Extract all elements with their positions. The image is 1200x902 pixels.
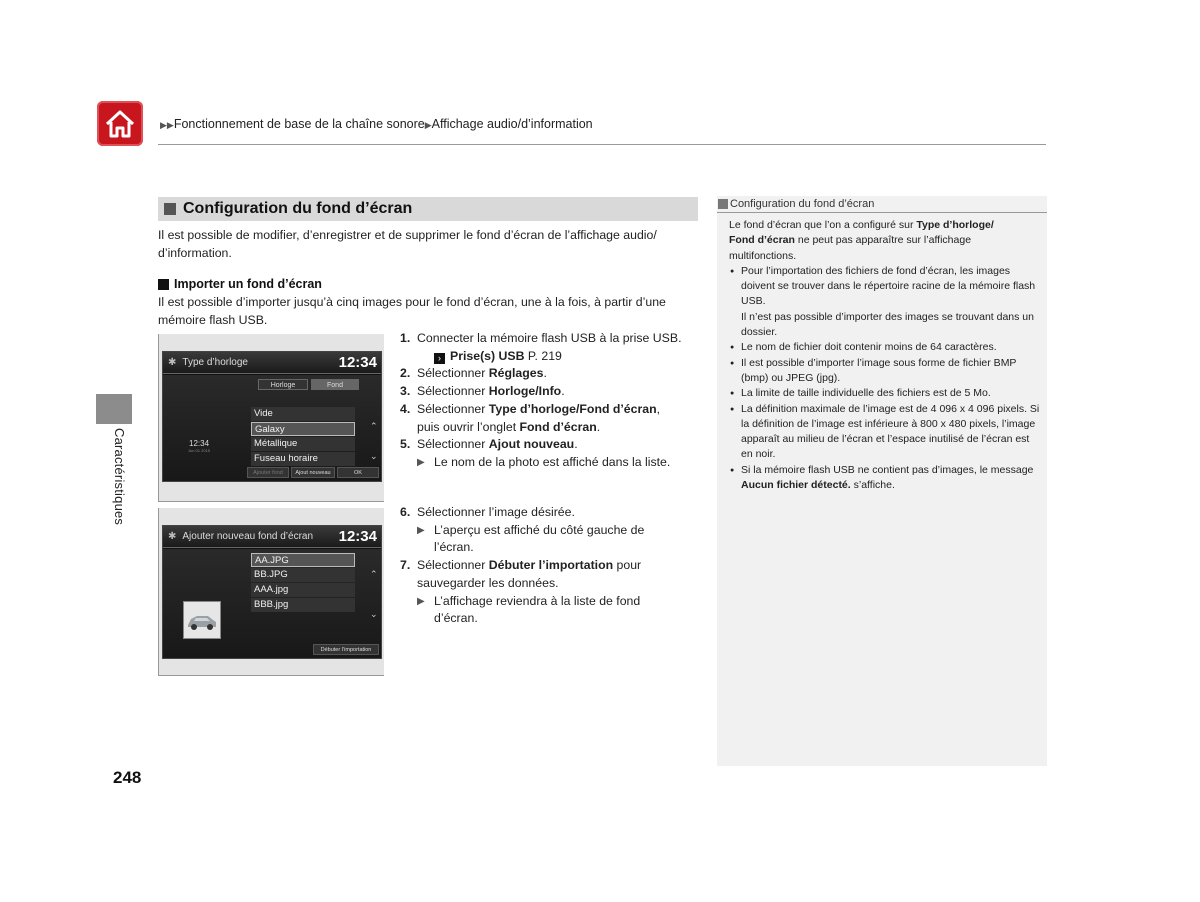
reference-link[interactable]: Prise(s) USB [450, 348, 525, 363]
step-6-note-continued: l’écran. [434, 540, 474, 555]
screen-clock-type [162, 351, 382, 482]
add-wallpaper-button[interactable]: Ajouter fond [247, 467, 289, 478]
step-7: 7. Sélectionner Débuter l’importation pour [400, 558, 642, 573]
header-divider [158, 144, 1046, 145]
note-bullet: ● La limite de taille individuelle des fichiers est de 5 Mo. [729, 386, 1041, 401]
step-2: 2. Sélectionner Réglages. [400, 366, 547, 381]
step-6-note: ▶ L’aperçu est affiché du côté gauche de [400, 522, 700, 540]
scroll-up-icon[interactable]: ⌃ [370, 421, 378, 431]
screenshot-frame-1 [158, 334, 384, 502]
scroll-up-icon[interactable]: ⌃ [370, 569, 378, 579]
section-square-icon [164, 203, 176, 215]
clock-preview [188, 439, 210, 453]
list-item[interactable]: BB.JPG [251, 568, 355, 582]
page-number: 248 [113, 768, 142, 787]
note-intro: Le fond d’écran que l’on a configuré sur Type d’horloge/ Fond d’écran ne peut pas apparaître sur l’affichage multifonctions. [729, 219, 994, 262]
result-arrow-icon: ▶ [417, 524, 425, 536]
screen-title-bar [163, 526, 381, 548]
tab-fond[interactable]: Fond [311, 379, 359, 390]
result-arrow-icon: ▶ [417, 595, 425, 607]
section-title: Configuration du fond d’écran [183, 200, 413, 217]
screen-title-bar [163, 352, 381, 374]
settings-gear-icon: ✱ [168, 531, 177, 542]
subsection-heading [158, 277, 322, 291]
note-bullet: ● Le nom de fichier doit contenir moins de 64 caractères. [729, 340, 1041, 355]
side-tab-marker [96, 394, 132, 424]
subsection-square-icon [158, 279, 169, 290]
start-import-button[interactable]: Débuter l’importation [313, 644, 379, 655]
list-item[interactable]: Vide [251, 407, 355, 421]
note-heading [717, 196, 1047, 213]
note-bullet: ● Si la mémoire flash USB ne contient pas d’images, le message Aucun fichier détecté. s’affiche. [729, 463, 1041, 494]
breadcrumb-arrow-icon: ▶ [424, 120, 432, 130]
add-new-button[interactable]: Ajout nouveau [291, 467, 335, 478]
clock-preview-date: Jun 01 2015 [188, 448, 211, 453]
section-heading [158, 197, 698, 221]
tab-horloge[interactable]: Horloge [258, 379, 308, 390]
usb-port-reference[interactable]: › Prise(s) USB P. 219 [400, 348, 700, 366]
settings-gear-icon: ✱ [168, 357, 177, 368]
home-icon [104, 109, 136, 139]
list-item-selected[interactable]: AA.JPG [251, 553, 355, 567]
step-4: 4. Sélectionner Type d’horloge/Fond d’écran, [400, 401, 661, 416]
breadcrumb-link-2[interactable]: Affichage audio/d’information [431, 117, 593, 131]
list-item[interactable]: Métallique [251, 437, 355, 451]
clock-preview-time: 12:34 [189, 439, 210, 448]
side-note-panel [717, 196, 1047, 766]
note-marker-icon [718, 199, 728, 209]
step-7-note: ▶ L’affichage reviendra à la liste de fond [400, 593, 700, 611]
step-5-note: ▶ Le nom de la photo est affiché dans la liste. [400, 454, 700, 472]
screen-add-wallpaper [162, 525, 382, 659]
step-5: 5. Sélectionner Ajout nouveau. [400, 437, 578, 452]
home-button[interactable] [97, 101, 143, 146]
step-6: 6. Sélectionner l’image désirée. [400, 505, 575, 519]
cross-reference-icon: › [434, 353, 445, 364]
screen-body [163, 549, 381, 658]
wallpaper-preview-thumbnail [183, 601, 221, 639]
breadcrumb-link-1[interactable]: Fonctionnement de base de la chaîne sonore [173, 117, 425, 131]
screen-clock: 12:34 [338, 354, 377, 371]
screen-title: Type d’horloge [182, 357, 248, 368]
note-title: Configuration du fond d’écran [730, 198, 875, 210]
list-item[interactable]: Fuseau horaire [251, 452, 355, 466]
step-1: 1. Connecter la mémoire flash USB à la prise USB. [400, 331, 682, 345]
note-bullet: ● Pour l’importation des fichiers de fond d’écran, les images doivent se trouver dans le répertoire racine de la mémoire flash USB. Il n’est pas possible d’importer des images se trouvant dans un dossier. [729, 264, 1041, 340]
wallpaper-list [251, 407, 355, 467]
step-7-continued: sauvegarder les données. [417, 575, 559, 590]
note-bullet: ● Il est possible d’importer l’image sous forme de fichier BMP (bmp) ou JPEG (jpg). [729, 356, 1041, 387]
scroll-down-icon[interactable]: ⌄ [370, 609, 378, 619]
result-arrow-icon: ▶ [417, 456, 425, 468]
breadcrumb [160, 117, 593, 131]
step-7-note-continued: d’écran. [434, 611, 478, 626]
section-intro: Il est possible de modifier, d’enregistrer et de supprimer le fond d’écran de l’affichage audio/ d’information. [158, 228, 657, 260]
note-bullet: ● La définition maximale de l’image est de 4 096 x 4 096 pixels. Si la définition de l’image est inférieure à 800 x 480 pixels, l’image apparaît au milieu de l’écran et l’espace inutilisé de l’écran est en noir. [729, 402, 1041, 463]
screen-title: Ajouter nouveau fond d’écran [182, 531, 314, 542]
step-3: 3. Sélectionner Horloge/Info. [400, 384, 565, 399]
ok-button[interactable]: OK [337, 467, 379, 478]
file-list [251, 553, 355, 613]
car-image-icon [184, 602, 220, 638]
screenshot-frame-2 [158, 508, 384, 676]
note-body [729, 218, 1041, 493]
side-tab-label: Caractéristiques [112, 428, 127, 526]
list-item[interactable]: BBB.jpg [251, 598, 355, 612]
subsection-title: Importer un fond d’écran [174, 277, 322, 291]
step-4-continued: puis ouvrir l’onglet Fond d’écran. [417, 419, 601, 434]
subsection-text: Il est possible d’importer jusqu’à cinq images pour le fond d’écran, une à la fois, à partir d’une mémoire flash USB. [158, 295, 666, 327]
list-item-selected[interactable]: Galaxy [251, 422, 355, 436]
list-item[interactable]: AAA.jpg [251, 583, 355, 597]
screen-clock: 12:34 [338, 528, 377, 545]
steps-list-a [400, 330, 700, 472]
screen-body [163, 375, 381, 481]
breadcrumb-arrow-icon: ▶▶ [160, 120, 174, 130]
steps-list-b [400, 504, 700, 628]
scroll-down-icon[interactable]: ⌄ [370, 451, 378, 461]
